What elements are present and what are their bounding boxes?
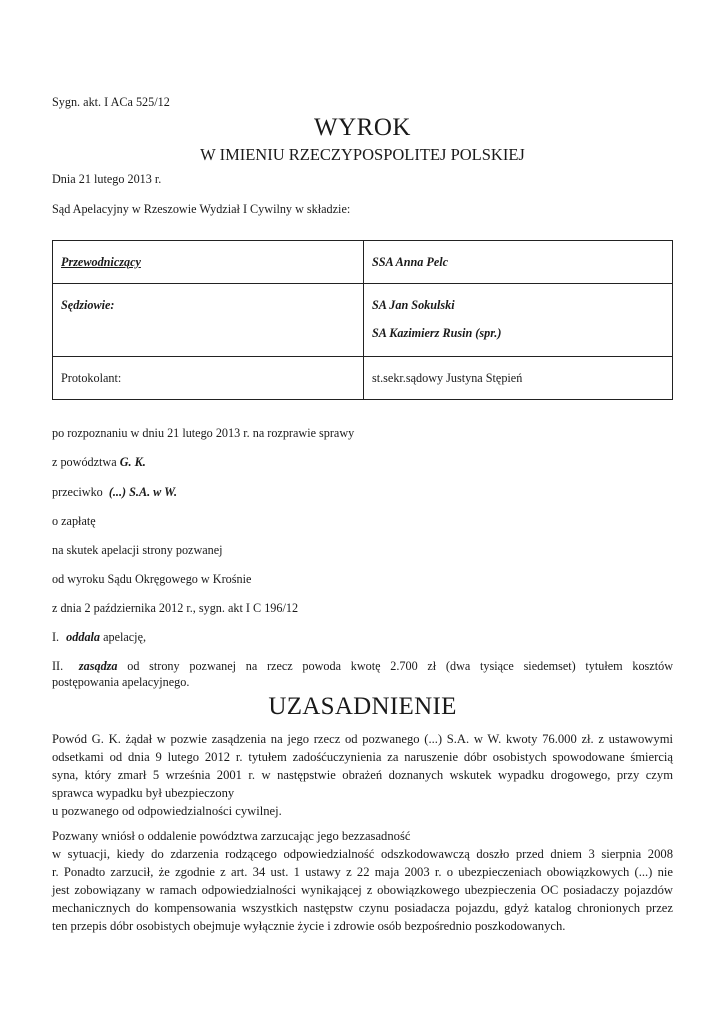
plaintiff-line xyxy=(52,454,146,470)
judges-label: Sędziowie: xyxy=(61,298,115,312)
paragraph-line: jest zobowiązany w ramach odpowiedzialności wynikającej z obowiązkowego ubezpieczenia OC posiadaczy pojazdów xyxy=(52,883,673,897)
justification-paragraph-1 xyxy=(52,730,673,820)
judgment-date: Dnia 21 lutego 2013 r. xyxy=(52,172,162,186)
hearing-line: po rozpoznaniu w dniu 21 lutego 2013 r. na rozprawie sprawy xyxy=(52,426,355,440)
paragraph-line: sprawca wypadku był ubezpieczony xyxy=(52,786,235,800)
clerk-label: Protokolant: xyxy=(61,371,122,385)
presiding-value-cell xyxy=(364,241,673,284)
subject-line: o zapłatę xyxy=(52,514,96,528)
clerk-label-cell xyxy=(53,357,364,400)
plaintiff-name: G. K. xyxy=(119,455,146,469)
ruling-item-1-keyword: oddala xyxy=(66,630,101,644)
justification-heading: UZASADNIENIE xyxy=(268,693,457,720)
paragraph-line: w sytuacji, kiedy do zdarzenia rodzącego odpowiedzialność odszkodowawczą doszło przed dniem 3 sierpnia 2008 xyxy=(52,847,673,861)
paragraph-line: mechanicznych do kompensowania wszystkich następstw czynu posiadacza pojazdu, gdyż katalog chronionych przez xyxy=(52,901,673,915)
judges-value-cell xyxy=(364,284,673,357)
judge-2: SA Kazimierz Rusin (spr.) xyxy=(372,326,502,340)
paragraph-line: syna, który zmarł 5 września 2001 r. w następstwie obrażeń doznanych wskutek wypadku drogowego, przy czym xyxy=(52,768,673,782)
presiding-judge: SSA Anna Pelc xyxy=(372,255,449,269)
ruling-item-2-number: II. xyxy=(52,659,64,673)
judgment-subtitle: W IMIENIU RZECZYPOSPOLITEJ POLSKIEJ xyxy=(200,145,525,164)
presiding-label: Przewodniczący xyxy=(61,255,141,269)
paragraph-line: u pozwanego od odpowiedzialności cywilnej. xyxy=(52,804,282,818)
clerk-value-cell xyxy=(364,357,673,400)
defendant-prefix: przeciwko xyxy=(52,485,106,499)
ruling-item-2-line-2: postępowania apelacyjnego. xyxy=(52,675,190,689)
bench-table xyxy=(52,240,673,400)
paragraph-line: Powód G. K. żądał w pozwie zasądzenia na jego rzecz od pozwanego (...) S.A. w W. kwoty 76.000 zł. z ustawowymi xyxy=(52,732,673,746)
paragraph-line: Pozwany wniósł o oddalenie powództwa zarzucając jego bezzasadność xyxy=(52,829,411,843)
ruling-item-2-line-1 xyxy=(52,658,673,674)
judgment-title: WYROK xyxy=(314,114,411,141)
ruling-item-2-text: od strony pozwanej na rzecz powoda kwotę 2.700 zł (dwa tysiące siedemset) tytułem kosztów xyxy=(117,659,673,673)
paragraph-line: ten przepis dóbr osobistych obejmuje wyłącznie życie i zdrowie osób bezpośrednio poszkodowanych. xyxy=(52,919,566,933)
judge-1: SA Jan Sokulski xyxy=(372,298,455,312)
paragraph-line: odsetkami od dnia 9 lutego 2012 r. tytułem zadośćuczynienia za naruszenie dóbr osobistych spowodowane śmiercią xyxy=(52,750,673,764)
defendant-name: (...) S.A. w W. xyxy=(108,485,178,499)
clerk-name: st.sekr.sądowy Justyna Stępień xyxy=(372,371,523,385)
ruling-item-2-keyword: zasądza xyxy=(78,659,118,673)
ruling-item-1 xyxy=(52,629,146,645)
presiding-label-cell xyxy=(53,241,364,284)
defendant-line xyxy=(52,484,177,500)
judges-label-cell xyxy=(53,284,364,357)
plaintiff-prefix: z powództwa xyxy=(52,455,120,469)
appeal-line: na skutek apelacji strony pozwanej xyxy=(52,543,223,557)
paragraph-line: r. Ponadto zarzucił, że zgodnie z art. 34 ust. 1 ustawy z 22 maja 2003 r. o ubezpieczeniach obowiązkowych (...) nie xyxy=(52,865,673,879)
case-signature: Sygn. akt. I ACa 525/12 xyxy=(52,95,170,109)
table-row xyxy=(53,284,673,357)
table-row xyxy=(53,241,673,284)
ruling-item-1-text: apelację, xyxy=(100,630,147,644)
table-row xyxy=(53,357,673,400)
court-composition-intro: Sąd Apelacyjny w Rzeszowie Wydział I Cywilny w składzie: xyxy=(52,202,351,216)
lower-court-date-line: z dnia 2 października 2012 r., sygn. akt I C 196/12 xyxy=(52,601,299,615)
justification-paragraph-2 xyxy=(52,827,673,935)
lower-court-line: od wyroku Sądu Okręgowego w Krośnie xyxy=(52,572,252,586)
ruling-item-2 xyxy=(52,658,673,690)
ruling-item-1-number: I. xyxy=(52,630,60,644)
